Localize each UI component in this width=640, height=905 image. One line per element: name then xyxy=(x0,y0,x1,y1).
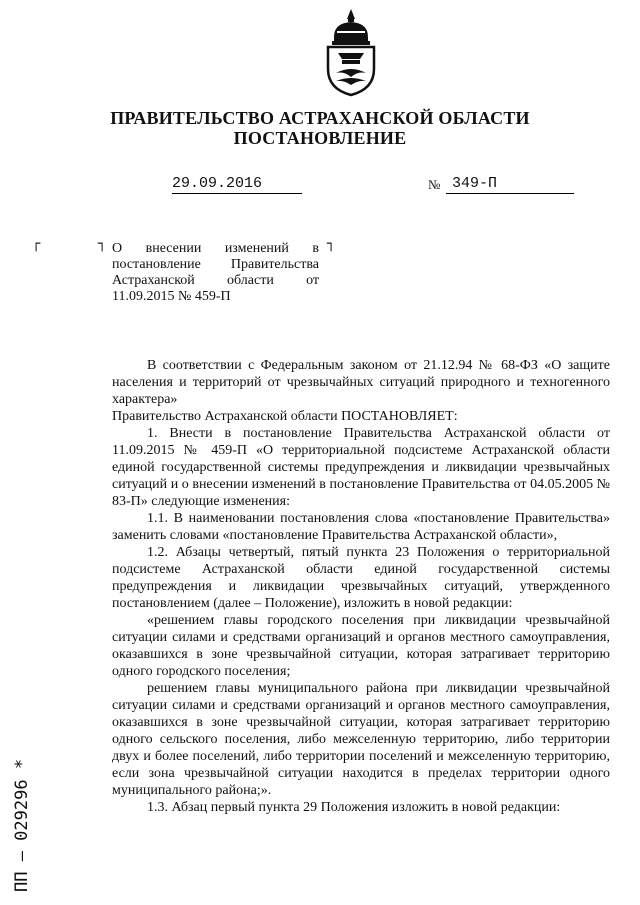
document-number: 349-П xyxy=(446,175,574,194)
document-subject: О внесении изменений в постановление Правительства Астраханской области от 11.09.2015 № 459-П xyxy=(112,241,319,304)
document-date: 29.09.2016 xyxy=(172,175,302,194)
doc-type-title: ПОСТАНОВЛЕНИЕ xyxy=(233,128,407,148)
org-title: ПРАВИТЕЛЬСТВО АСТРАХАНСКОЙ ОБЛАСТИ xyxy=(110,108,530,128)
coat-of-arms-icon xyxy=(322,7,380,97)
corner-mark-left: ┌ xyxy=(32,236,41,252)
paragraph-preamble: В соответствии с Федеральным законом от 21.12.94 № 68-ФЗ «О защите населения и территорий от чрезвычайных ситуаций природного и техногенного характера» xyxy=(112,358,610,407)
corner-mark-subject-left: ┐ xyxy=(98,236,107,252)
paragraph-item-1-2: 1.2. Абзацы четвертый, пятый пункта 23 Положения о территориальной подсистеме Астраханской области единой государственной системы предупреждения и ликвидации чрезвычайных ситуаций, утвержденного постановлением (далее – Положение), изложить в новой редакции: xyxy=(112,545,610,611)
paragraph-quote-2: решением главы муниципального района при ликвидации чрезвычайной ситуации силами и средствами организаций и органов местного самоуправления, оказавшихся в зоне чрезвычайной ситуации, которая затрагивает территорию одного сельского поселения, либо межселенную территорию, либо территории двух и более поселений, либо территории поселений и межселенную территорию, если зона чрезвычайной ситуации находится в пределах территории одного муниципального района;». xyxy=(112,681,610,798)
paragraph-item-1-3: 1.3. Абзац первый пункта 29 Положения изложить в новой редакции: xyxy=(147,800,561,815)
paragraph-resolves: Правительство Астраханской области ПОСТАНОВЛЯЕТ: xyxy=(112,409,458,424)
paragraph-item-1: 1. Внести в постановление Правительства Астраханской области от 11.09.2015 № 459-П «О территориальной подсистеме Астраханской области единой государственной системы предупреждения и ликвидации чрезвычайных ситуаций и о внесении изменений в постановление Правительства от 04.05.2005 № 83-П» следующие изменения: xyxy=(112,426,610,509)
paragraph-item-1-1: 1.1. В наименовании постановления слова «постановление Правительства» заменить словами «постановление Правительства Астраханской области», xyxy=(112,511,610,543)
paragraph-quote-1: «решением главы городского поселения при ликвидации чрезвычайной ситуации силами и средствами организаций и органов местного самоуправления, оказавшихся в зоне чрезвычайной ситуации, которая затрагивает территорию одного городского поселения; xyxy=(112,613,610,679)
corner-mark-subject-right: ┐ xyxy=(327,236,336,252)
number-label: № xyxy=(428,177,441,192)
document-body xyxy=(112,357,610,816)
side-stamp: ПП – 029296 * xyxy=(12,758,32,892)
